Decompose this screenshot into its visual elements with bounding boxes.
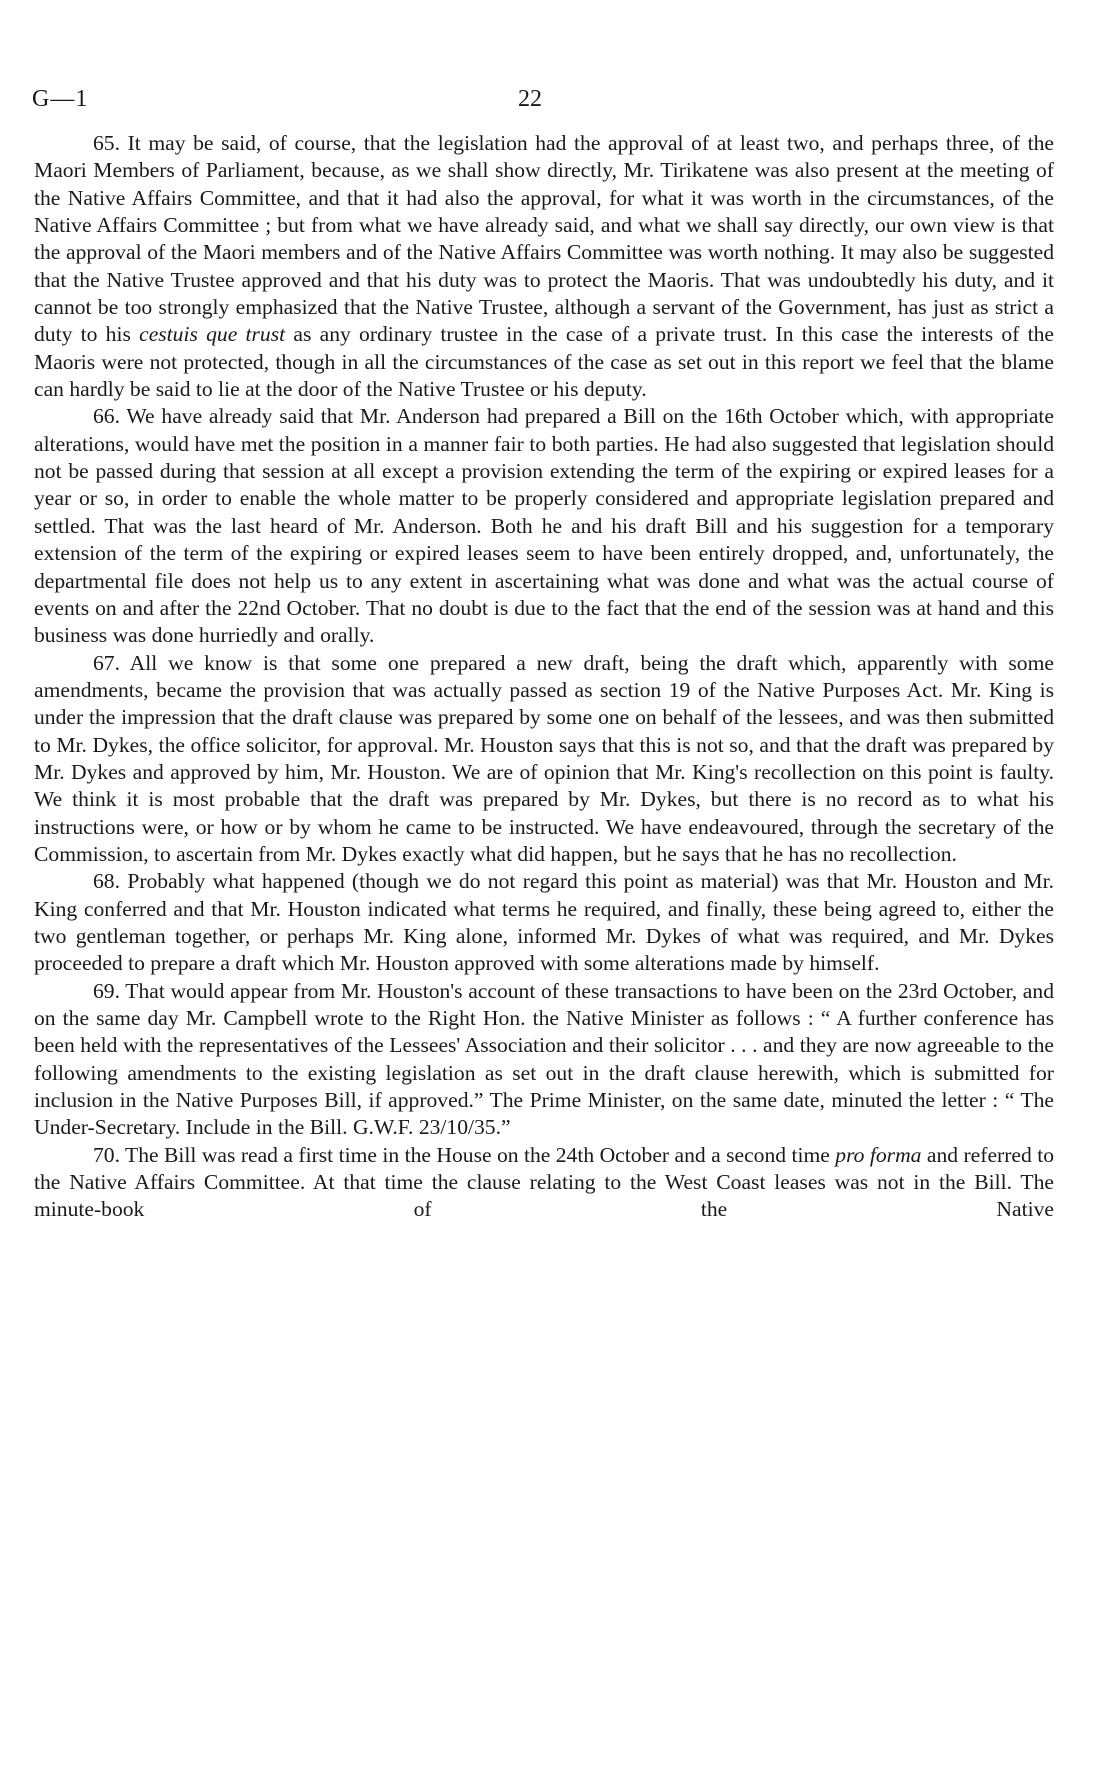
paragraph-number: 65.: [93, 131, 120, 155]
italic-term: cestuis que trust: [139, 322, 286, 347]
paragraph-text-continued: and referred to the Native Affairs Committee. At that time the clause relating to the West Coast leases was not in the Bill. The minute-book of the Native: [34, 1142, 1055, 1222]
paragraph-number: 66.: [93, 404, 120, 429]
paragraph-68: [34, 868, 1054, 977]
paragraph-text: That would appear from Mr. Houston's account of these transactions to have been on the 23rd October, and on the same day Mr. Campbell wrote to the Right Hon. the Native Minister as follows : “ A further conference has been held with the representatives of the Lessees' Association and their solicitor . . . and they are now agreeable to the following amendments to the existing legislation as set out in the draft clause herewith, which is submitted for inclusion in the Native Purposes Bill, if approved.” The Prime Minister, on the same date, minuted the letter : “ The Under-Secretary. Include in the Bill. G.W.F. 23/10/35.”: [34, 978, 1054, 1140]
page-header: [0, 86, 1114, 116]
paragraph-text-continued: as any ordinary trustee in the case of a private trust. In this case the interests of the Maoris were not protected, though in all the circumstances of the case as set out in this report we feel that the blame can hardly be said to lie at the door of the Native Trustee or his deputy.: [34, 322, 1054, 402]
paragraph-66: [34, 403, 1054, 649]
report-body: [34, 130, 1054, 1224]
paragraph-number: 70.: [93, 1142, 120, 1167]
paragraph-65: [34, 130, 1054, 403]
page-number: 22: [518, 86, 542, 112]
italic-term: pro forma: [835, 1142, 922, 1167]
paragraph-text: It may be said, of course, that the legislation had the approval of at least two, and perhaps three, of the Maori Members of Parliament, because, as we shall show directly, Mr. Tirikatene was also present at the meeting of the Native Affairs Committee, and that it had also the approval, for what it was worth in the circumstances, of the Native Affairs Committee ; but from what we have already said, and what we shall say directly, our own view is that the approval of the Maori members and of the Native Affairs Committee was worth nothing. It may also be suggested that the Native Trustee approved and that his duty was to protect the Maoris. That was undoubtedly his duty, and it cannot be too strongly emphasized that the Native Trustee, although a servant of the Government, has just as strict a duty to his: [34, 131, 1054, 347]
paragraph-69: [34, 978, 1054, 1142]
paragraph-text: Probably what happened (though we do not regard this point as material) was that Mr. Houston and Mr. King conferred and that Mr. Houston indicated what terms he required, and finally, these being agreed to, either the two gentleman together, or perhaps Mr. King alone, informed Mr. Dykes of what was required, and Mr. Dykes proceeded to prepare a draft which Mr. Houston approved with some alterations made by himself.: [34, 869, 1054, 976]
paragraph-number: 69.: [93, 978, 120, 1003]
paragraph-text: We have already said that Mr. Anderson had prepared a Bill on the 16th October which, with appropriate alterations, would have met the position in a manner fair to both parties. He had also suggested that legislation should not be passed during that session at all except a provision extending the term of the expiring or expired leases for a year or so, in order to enable the whole matter to be properly considered and appropriate legislation prepared and settled. That was the last heard of Mr. Anderson. Both he and his draft Bill and his suggestion for a temporary extension of the term of the expiring or expired leases seem to have been entirely dropped, and, unfortunately, the departmental file does not help us to any extent in ascertaining what was done and what was the actual course of events on and after the 22nd October. That no doubt is due to the fact that the end of the session was at hand and this business was done hurriedly and orally.: [34, 404, 1054, 648]
paragraph-70: [34, 1142, 1054, 1224]
paragraph-number: 67.: [93, 650, 120, 675]
paragraph-number: 68.: [93, 869, 120, 894]
paragraph-67: [34, 650, 1054, 869]
paragraph-text: All we know is that some one prepared a new draft, being the draft which, apparently with some amendments, became the provision that was actually passed as section 19 of the Native Purposes Act. Mr. King is under the impression that the draft clause was prepared by some one on behalf of the lessees, and was then submitted to Mr. Dykes, the office solicitor, for approval. Mr. Houston says that this is not so, and that the draft was prepared by Mr. Dykes and approved by him, Mr. Houston. We are of opinion that Mr. King's recollection on this point is faulty. We think it is most probable that the draft was prepared by Mr. Dykes, but there is no record as to what his instructions were, or how or by whom he came to be instructed. We have endeavoured, through the secretary of the Commission, to ascertain from Mr. Dykes exactly what did happen, but he says that he has no recollection.: [34, 650, 1054, 866]
paragraph-text: The Bill was read a first time in the House on the 24th October and a second time: [125, 1142, 836, 1167]
document-reference: G—1: [32, 86, 89, 112]
